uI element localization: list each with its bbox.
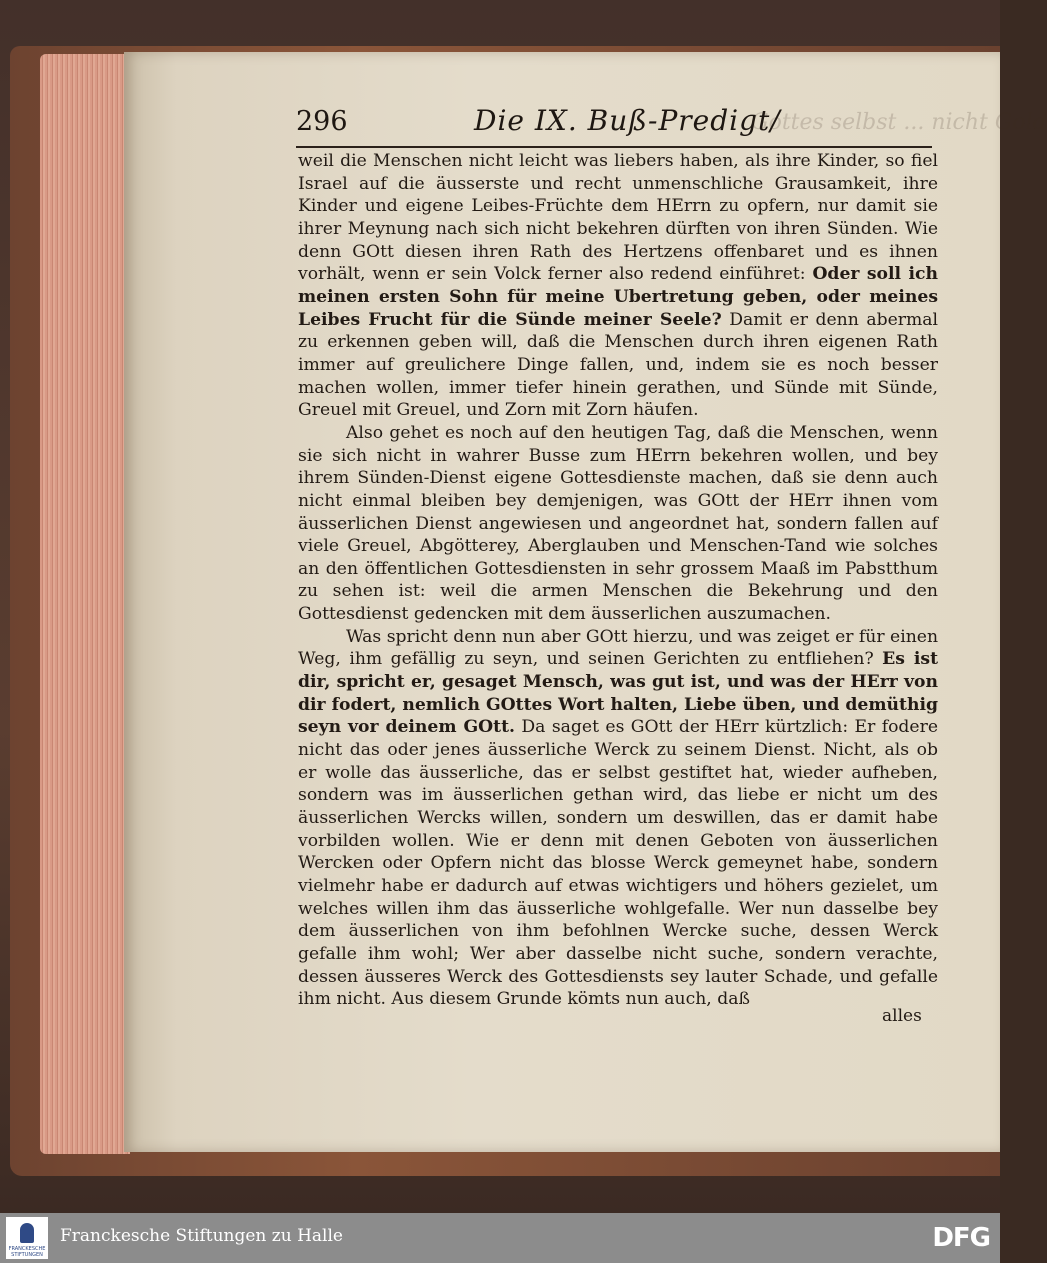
header-rule bbox=[296, 146, 932, 148]
emblem-icon bbox=[20, 1223, 34, 1243]
paragraph-1: weil die Menschen nicht leicht was liebers haben, als ihre Kinder, so fiel Israel auf die äusserste und recht unmenschliche Grausamkeit, ihre Kinder und eigene Leibes-Früchte dem HErrn zu opfern, nur damit sie ihrer Meynung nach sich nicht bekehren dürften von ihren Sünden. Wie denn GOtt diesen ihren Rath des Hertzens offenbaret und es ihnen vorhält, wenn er sein Volck ferner also redend einführet: Oder soll ich meinen ersten Sohn für meine Ubertretung geben, oder meines Leibes Frucht für die Sünde meiner Seele? Damit er denn abermal zu erkennen geben will, daß die Menschen durch ihren eigenen Rath immer auf greulichere Dinge fallen, und, indem sie es noch besser machen wollen, immer tiefer hinein gerathen, und Sünde mit Sünde, Greuel mit Greuel, und Zorn mit Zorn häufen. bbox=[298, 151, 939, 421]
dfg-logo[interactable]: DFG bbox=[932, 1223, 990, 1253]
emphasis-text: Oder soll ich meinen ersten Sohn für meine Ubertretung geben, oder meines Leibes Frucht für die Sünde meiner Seele? bbox=[298, 264, 938, 330]
paragraph-2: Also gehet es noch auf den heutigen Tag, daß die Menschen, wenn sie sich nicht in wahrer Busse zum HErrn bekehren wollen, und bey ihrem Sünden-Dienst eigene Gottesdienste machen, daß sie denn auch nicht einmal bleiben bey demjenigen, was GOtt der HErr ihnen vom äusserlichen Dienst angewiesen und angeordnet hat, sondern fallen auf viele Greuel, Abgötterey, Aberglauben und Menschen-Tand wie solches an den öffentlichen Gottesdiensten in sehr grossem Maaß im Pabstthum zu sehen ist: weil die armen Menschen die Bekehrung und den Gottesdienst gedencken mit dem äusserlichen auszumachen. bbox=[298, 422, 938, 625]
body-text bbox=[298, 150, 938, 1011]
emphasis-text: Es ist dir, spricht er, gesaget Mensch, was gut ist, und was der HErr von dir fodert, nemlich GOttes Wort halten, Liebe üben, und demüthig seyn vor deinem GOtt. bbox=[298, 649, 939, 738]
logo-text: FRANCKESCHE STIFTUNGEN bbox=[8, 1246, 46, 1258]
page-number: 296 bbox=[296, 106, 348, 137]
paragraph-3: Was spricht denn nun aber GOtt hierzu, und was zeiget er für einen Weg, ihm gefällig zu seyn, und seinen Gerichten zu entfliehen? Es ist dir, spricht er, gesaget Mensch, was gut ist, und was der HErr von dir fodert, nemlich GOttes Wort halten, Liebe üben, und demüthig seyn vor deinem GOtt. Da saget es GOtt der HErr kürtzlich: Er fodere nicht das oder jenes äusserliche Werck zu seinem Dienst. Nicht, als ob er wolle das äusserliche, das er selbst gestiftet hat, wieder aufheben, sondern was im äusserlichen gethan wird, das liebe er nicht um des äusserlichen Wercks willen, sondern um deswillen, das er damit habe vorbilden wollen. Wie er denn mit denen Geboten von äusserlichen Wercken oder Opfern nicht das blosse Werck gemeynet habe, sondern vielmehr habe er dadurch auf etwas wichtigers und höhers gezielet, um welches willen ihm das äusserliche wohlgefalle. Wer nun dasselbe bey dem äusserlichen von ihm befohlnen Wercke suche, dessen Werck gefalle ihm wohl; Wer aber dasselbe nicht suche, sondern verachte, dessen äusseres Werck des Gottesdiensts sey lauter Schade, und gefalle ihm nicht. Aus diesem Grunde kömts nun auch, daß bbox=[298, 626, 939, 1010]
institution-logo[interactable] bbox=[6, 1217, 48, 1259]
bleed-through-text: Gottes selbst ... nicht Gold bbox=[751, 110, 1047, 135]
institution-name[interactable]: Franckesche Stiftungen zu Halle bbox=[60, 1226, 343, 1246]
page-header bbox=[296, 104, 1047, 144]
page-edges bbox=[40, 54, 130, 1154]
running-head: Die IX. Buß-Predigt/ bbox=[474, 104, 781, 137]
footer-bar bbox=[0, 1213, 1000, 1263]
catchword: alles bbox=[882, 1006, 922, 1026]
